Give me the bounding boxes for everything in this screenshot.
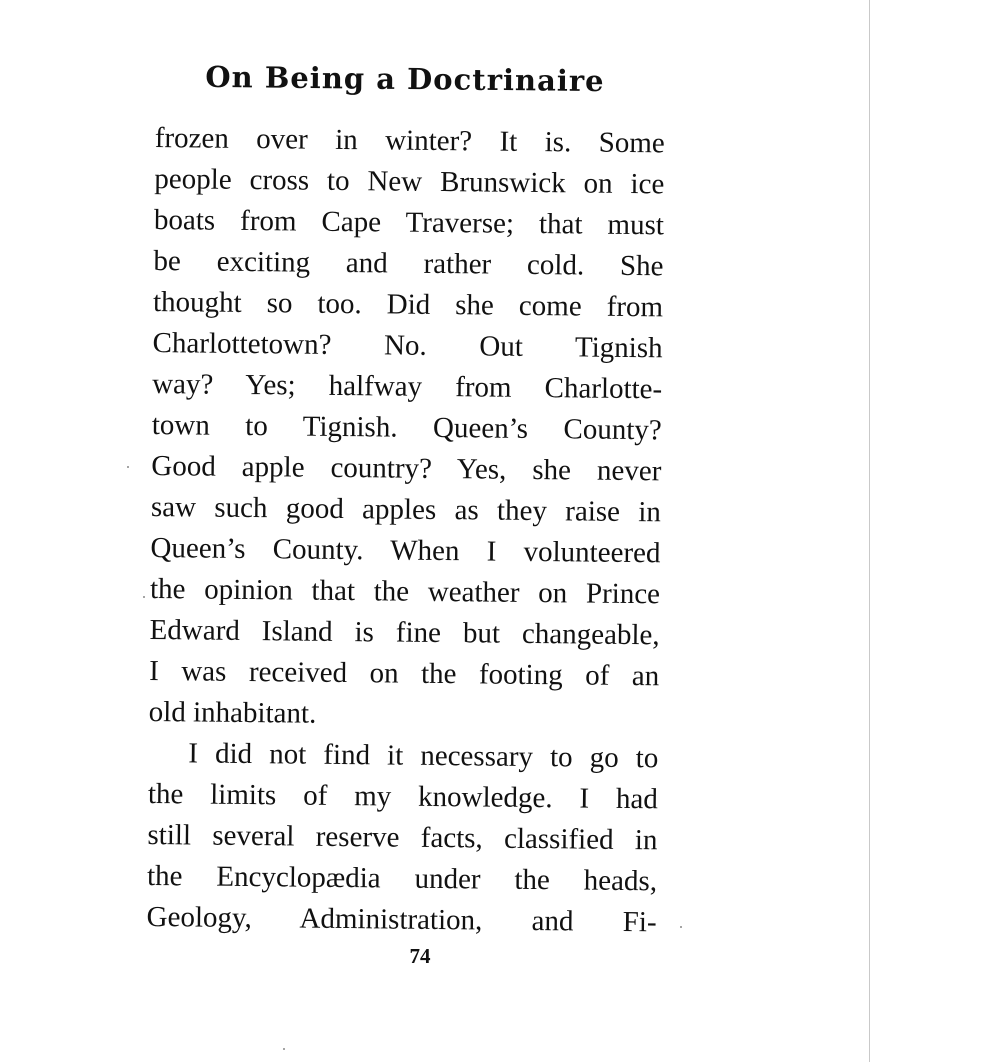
text-line: way? Yes; halfway from Charlotte-	[152, 367, 663, 406]
body-text	[146, 118, 665, 943]
text-line: be exciting and rather cold. She	[153, 244, 664, 283]
text-line: the limits of my knowledge. I had	[147, 777, 659, 816]
paragraph	[146, 733, 658, 943]
print-speck	[143, 596, 145, 598]
text-line: saw such good apples as they raise in	[150, 490, 662, 529]
text-line: thought so too. Did she come from	[152, 285, 664, 324]
text-line: boats from Cape Traverse; that must	[153, 203, 665, 242]
text-line: town to Tignish. Queen’s County?	[151, 408, 662, 447]
text-line: Charlottetown? No. Out Tignish	[152, 326, 663, 365]
text-line: old inhabitant.	[148, 695, 317, 730]
text-line: I was received on the footing of an	[149, 654, 660, 693]
text-line: Geology, Administration, and Fi-	[146, 900, 657, 939]
text-line: people cross to New Brunswick on ice	[154, 162, 665, 201]
page-edge-divider	[869, 0, 870, 1062]
text-line: Good apple country? Yes, she never	[151, 449, 662, 488]
print-speck	[680, 926, 682, 928]
text-line: I did not find it necessary to go to	[188, 737, 659, 775]
text-line: the Encyclopædia under the heads,	[146, 859, 658, 898]
text-line: frozen over in winter? It is. Some	[154, 121, 665, 160]
text-line: still several reserve facts, classified in	[147, 818, 658, 857]
text-line: Queen’s County. When I volunteered	[150, 531, 661, 570]
paragraph	[149, 118, 665, 738]
text-line: Edward Island is fine but changeable,	[149, 613, 660, 652]
running-head: On Being a Doctrinaire	[205, 59, 605, 99]
print-speck	[283, 1048, 285, 1050]
print-speck	[127, 466, 129, 468]
page-number: 74	[409, 944, 431, 968]
text-line: the opinion that the weather on Prince	[149, 572, 661, 611]
